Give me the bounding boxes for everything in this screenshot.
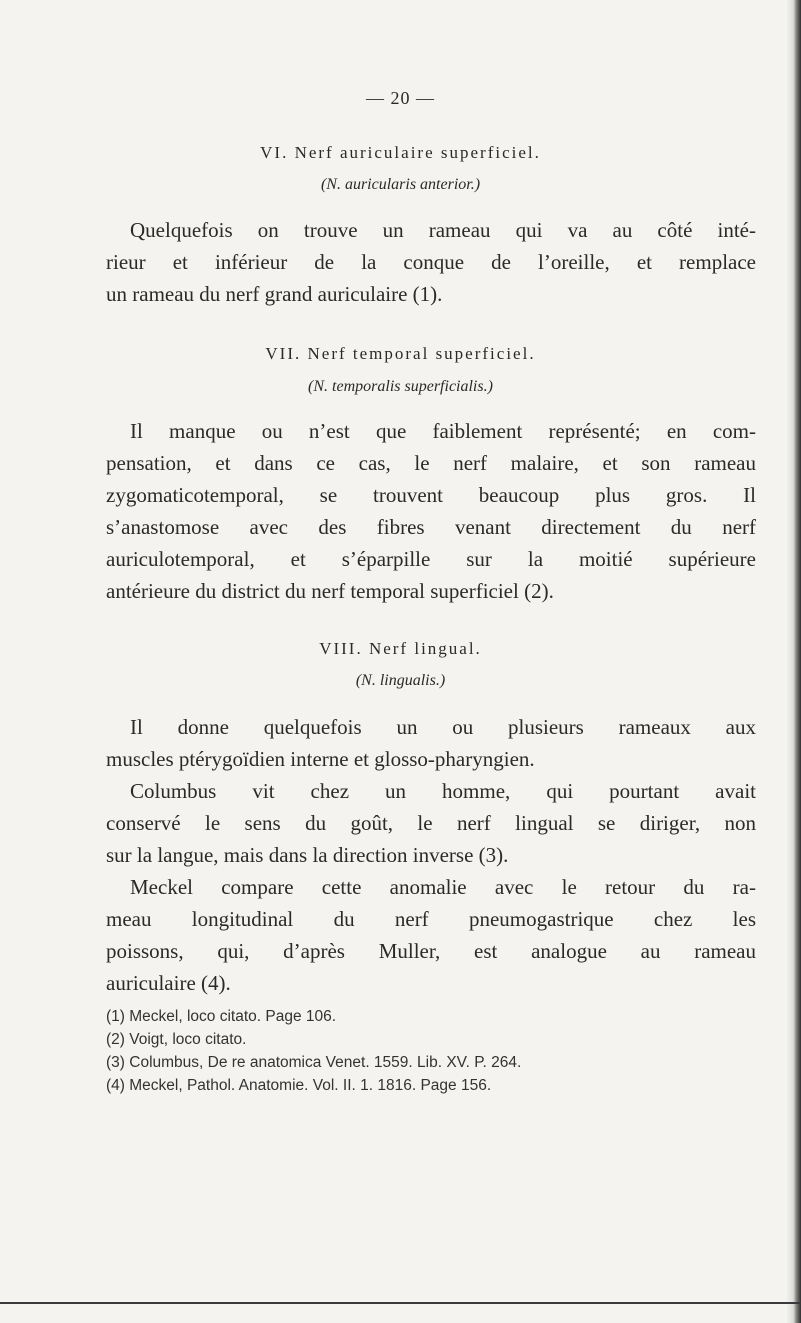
page-number: — 20 — [366,88,435,108]
section-latin-viii: (N. lingualis.) [355,672,446,689]
text-line: Meckel compare cette anomalie avec le retour du ra- [130,875,756,899]
section-heading-vi: VI. Nerf auriculaire superficiel. [260,143,541,162]
text-line: meau longitudinal du nerf pneumogastrique chez les [106,907,756,931]
section-heading-viii: VIII. Nerf lingual. [319,639,482,658]
text-line: pensation, et dans ce cas, le nerf malaire, et son rameau [106,451,756,475]
text-line: s’anastomose avec des fibres venant directement du nerf [106,515,756,539]
paragraph-viii [106,711,756,999]
text-line: zygomaticotemporal, se trouvent beaucoup plus gros. Il [106,483,756,507]
footnote-2: (2) Voigt, loco citato. [106,1031,247,1048]
text-line: Quelquefois on trouve un rameau qui va au côté inté- [130,218,756,242]
paragraph-vi [106,214,756,310]
paragraph-vii [106,415,756,607]
footnote-3: (3) Columbus, De re anatomica Venet. 1559. Lib. XV. P. 264. [106,1054,522,1071]
text-line: Columbus vit chez un homme, qui pourtant avait [130,779,756,803]
text-line: poissons, qui, d’après Muller, est analogue au rameau [106,939,756,963]
section-latin-vii: (N. temporalis superficialis.) [308,378,493,395]
bottom-border [0,1302,801,1304]
section-heading-vii: VII. Nerf temporal superficiel. [265,344,536,363]
text-line: Il manque ou n’est que faiblement représenté; en com- [130,419,756,443]
page-edge-shadow [787,0,801,1323]
text-line: antérieure du district du nerf temporal superficiel (2). [106,579,554,603]
text-line: auriculaire (4). [106,971,231,995]
footnotes [106,1005,746,1097]
text-line: auriculotemporal, et s’éparpille sur la moitié supérieure [106,547,756,571]
text-line: muscles ptérygoïdien interne et glosso-pharyngien. [106,747,535,771]
footnote-1: (1) Meckel, loco citato. Page 106. [106,1008,337,1025]
text-line: conservé le sens du goût, le nerf lingual se diriger, non [106,811,756,835]
section-latin-vi: (N. auricularis anterior.) [320,176,481,193]
text-line: sur la langue, mais dans la direction inverse (3). [106,843,509,867]
text-line: Il donne quelquefois un ou plusieurs rameaux aux [130,715,756,739]
text-line: un rameau du nerf grand auriculaire (1). [106,282,443,306]
footnote-4: (4) Meckel, Pathol. Anatomie. Vol. II. 1. 1816. Page 156. [106,1077,492,1094]
text-line: rieur et inférieur de la conque de l’oreille, et remplace [106,250,756,274]
